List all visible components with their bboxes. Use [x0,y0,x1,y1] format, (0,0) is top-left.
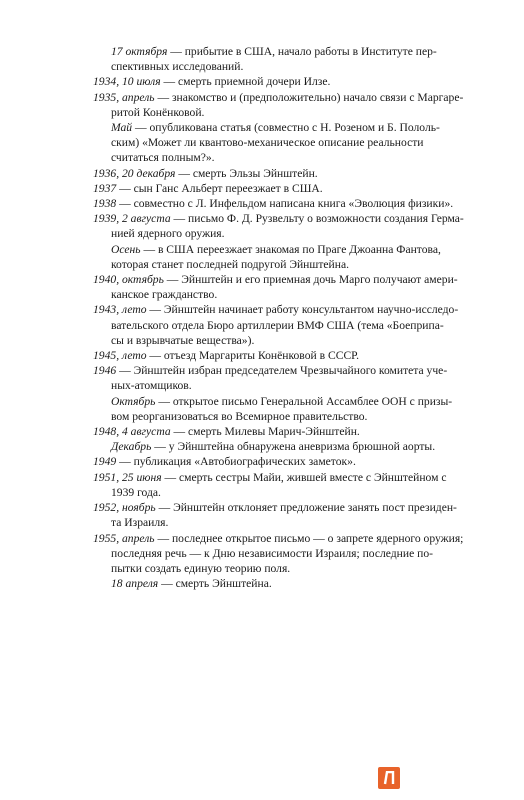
entry-date: 1945, лето [93,349,147,363]
chronology-entry [93,531,469,592]
logo-glyph-icon [383,771,395,785]
entry-text: — смерть Эльзы Эйнштейн. [175,166,318,180]
chronology-entry [93,211,469,272]
entry-line [93,302,469,317]
entry-line [93,470,469,485]
entry-line [93,546,469,561]
entry-text: — Эйнштейн избран председателем Чрезвычайного комитета уче- [116,364,448,378]
entry-line [93,44,469,59]
entry-text: — в США переезжает знакомая по Праге Джоанна Фантова, [140,242,441,256]
entry-date: 1936, 20 декабря [93,166,176,180]
entry-line [93,363,469,378]
entry-text: — у Эйнштейна обнаружена аневризма брюшной аорты. [151,440,436,454]
entry-line [93,318,469,333]
entry-line [93,348,469,363]
entry-date: Декабрь [111,440,152,454]
entry-text: — открытое письмо Генеральной Ассамблее ООН с призы- [155,394,453,408]
entry-line [93,59,469,74]
entry-text: — последнее открытое письмо — о запрете ядерного оружия; [154,531,464,545]
entry-text: — Эйнштейн и его приемная дочь Марго получают амери- [163,273,458,287]
entry-line [93,394,469,409]
chronology-entry [93,181,469,196]
entry-text: — Эйнштейн отклоняет предложение занять пост президен- [155,501,457,515]
entry-date: 1951, 25 июня [93,470,162,484]
entry-text: последняя речь — к Дню независимости Израиля; последние по- [111,546,433,560]
entry-line [93,74,469,89]
chronology-entry [93,348,469,363]
entry-line [93,378,469,393]
entry-text: — сын Ганс Альберт переезжает в США. [116,181,323,195]
chronology-entry [93,302,469,348]
entry-line [93,561,469,576]
entry-text: вательского отдела Бюро артиллерии ВМФ США (тема «Боеприпа- [111,318,444,332]
entry-line [93,211,469,226]
entry-date: 1946 [93,364,117,378]
entry-text: — опубликована статья (совместно с Н. Розеном и Б. Пололь- [132,121,440,135]
chronology-entry [93,454,469,469]
entry-text: — смерть приемной дочери Илзе. [160,75,331,89]
entry-date: 1952, ноябрь [93,501,156,515]
entry-line [93,515,469,530]
entry-line [93,531,469,546]
entry-line [93,181,469,196]
entry-date: 1934, 10 июля [93,75,161,89]
entry-line [93,135,469,150]
entry-line [93,196,469,211]
entry-text: — публикация «Автобиографических заметок». [116,455,356,469]
chronology-entry [93,74,469,89]
entry-date: 1935, апрель [93,90,155,104]
chronology-entry [93,424,469,454]
entry-text: — совместно с Л. Инфельдом написана книга «Эволюция физики». [116,197,454,211]
entry-line [93,439,469,454]
entry-text: — смерть Эйнштейна. [158,577,272,591]
entry-text: канское гражданство. [111,288,218,302]
entry-line [93,242,469,257]
entry-line [93,166,469,181]
entry-text: ных-атомщиков. [111,379,192,393]
entry-text: — смерть сестры Майи, жившей вместе с Эйнштейном с [161,470,447,484]
entry-line [93,287,469,302]
chronology-text [93,44,469,591]
entry-date: 1937 [93,181,117,195]
entry-text: — знакомство и (предположительно) начало связи с Маргаре- [154,90,464,104]
entry-date: 1943, лето [93,303,147,317]
entry-text: — отъезд Маргариты Конёнковой в СССР. [146,349,360,363]
entry-date: 1940, октябрь [93,273,164,287]
entry-text: — смерть Милевы Марич-Эйнштейн. [170,425,360,439]
chronology-entry [93,470,469,500]
entry-date: 1939, 2 августа [93,212,171,226]
entry-line [93,105,469,120]
chronology-entry [93,272,469,302]
entry-date: Осень [111,242,141,256]
entry-line [93,409,469,424]
entry-line [93,333,469,348]
entry-text: — Эйнштейн начинает работу консультантом научно-исследо- [146,303,459,317]
entry-date: 1949 [93,455,117,469]
entry-text: 1939 года. [111,485,161,499]
chronology-entry [93,166,469,181]
entry-line [93,272,469,287]
chronology-entry [93,44,469,74]
entry-date: 18 апреля [111,577,159,591]
entry-date: 1955, апрель [93,531,155,545]
entry-text: — письмо Ф. Д. Рузвельту о возможности создания Герма- [170,212,464,226]
entry-line [93,150,469,165]
chronology-entry [93,500,469,530]
entry-line [93,576,469,591]
chronology-entry [93,90,469,166]
entry-text: — прибытие в США, начало работы в Институте пер- [167,45,437,58]
entry-date: Май [111,121,133,135]
entry-date: 17 октября [111,45,168,58]
entry-text: пытки создать единую теорию поля. [111,561,291,575]
chronology-entry [93,196,469,211]
entry-line [93,90,469,105]
entry-line [93,226,469,241]
litres-logo-icon [378,767,400,789]
entry-line [93,257,469,272]
entry-line [93,500,469,515]
entry-line [93,454,469,469]
entry-line [93,424,469,439]
entry-line [93,485,469,500]
entry-text: вом реорганизоваться во Всемирное правительство. [111,409,368,423]
entry-text: сы и взрывчатые вещества»). [111,333,255,347]
entry-date: Октябрь [111,394,156,408]
entry-date: 1948, 4 августа [93,425,171,439]
entry-text: та Израиля. [111,516,169,530]
entry-date: 1938 [93,197,117,211]
entry-text: считаться полным?». [111,151,215,165]
entry-text: которая станет последней подругой Эйнштейна. [111,257,349,271]
chronology-entry [93,363,469,424]
entry-text: спективных исследований. [111,60,244,74]
entry-text: ритой Конёнковой. [111,105,205,119]
entry-line [93,120,469,135]
entry-text: нией ядерного оружия. [111,227,225,241]
entry-text: ским) «Может ли квантово-механическое описание реальности [111,136,424,150]
